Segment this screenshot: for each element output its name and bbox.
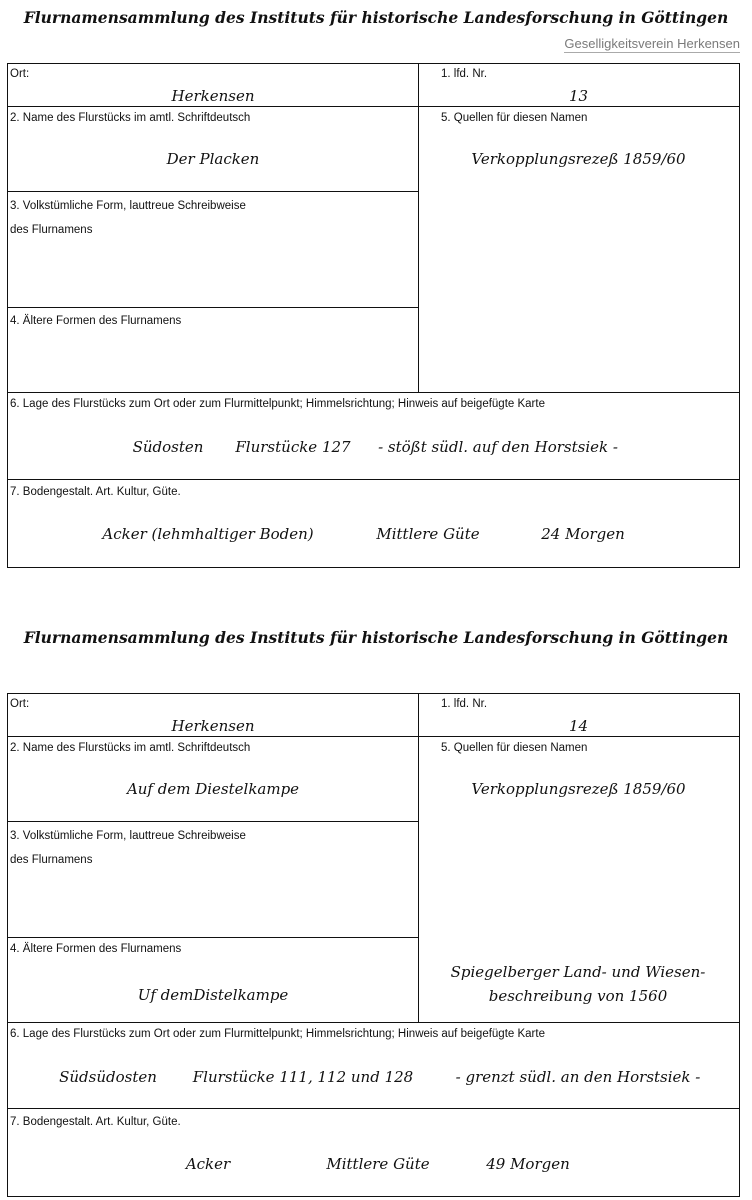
collection-title: Flurnamensammlung des Instituts für historische Landesforschung in Göttingen (23, 8, 729, 27)
club-name: Geselligkeitsverein Herkensen (564, 36, 740, 51)
lfd-nr-label: 1. lfd. Nr. (441, 68, 488, 80)
name-value: Auf dem Diestelkampe (126, 780, 300, 798)
row-divider (8, 106, 739, 107)
ort-label: Ort: (10, 68, 30, 80)
row-divider (8, 191, 418, 192)
form-card-14 (7, 693, 740, 1197)
boden-flaeche: 24 Morgen (541, 525, 625, 543)
lage-direction: Südsüdosten (59, 1068, 157, 1086)
ort-value: Herkensen (171, 717, 255, 735)
boden-label: 7. Bodengestalt. Art. Kultur, Güte. (10, 1116, 181, 1128)
lage-label: 6. Lage des Flurstücks zum Ort oder zum Flurmittelpunkt; Himmelsrichtung; Hinweis auf beigefügte Karte (10, 1028, 545, 1040)
column-divider (418, 64, 419, 392)
boden-guete: Mittlere Güte (326, 1155, 430, 1173)
boden-label: 7. Bodengestalt. Art. Kultur, Güte. (10, 486, 181, 498)
boden-guete: Mittlere Güte (376, 525, 480, 543)
quellen-label: 5. Quellen für diesen Namen (441, 112, 588, 124)
lage-note: - stößt südl. auf den Horstsiek - (378, 438, 618, 456)
volk-label-2: des Flurnamens (10, 854, 93, 866)
row-divider (8, 307, 418, 308)
lage-label: 6. Lage des Flurstücks zum Ort oder zum Flurmittelpunkt; Himmelsrichtung; Hinweis auf beigefügte Karte (10, 398, 545, 410)
name-label: 2. Name des Flurstücks im amtl. Schriftdeutsch (10, 742, 251, 754)
boden-art: Acker (185, 1155, 231, 1173)
aeltere-label: 4. Ältere Formen des Flurnamens (10, 943, 182, 955)
row-divider (8, 736, 739, 737)
aeltere-value: Uf demDistelkampe (137, 986, 289, 1004)
lfd-nr-value: 13 (568, 87, 589, 105)
boden-flaeche: 49 Morgen (486, 1155, 570, 1173)
row-divider (8, 1108, 739, 1109)
row-divider (8, 1022, 739, 1023)
volk-label: 3. Volkstümliche Form, lauttreue Schreibweise (10, 200, 246, 212)
ort-value: Herkensen (171, 87, 255, 105)
volk-label: 3. Volkstümliche Form, lauttreue Schreibweise (10, 830, 246, 842)
column-divider (418, 694, 419, 1022)
quelle-value-2: Spiegelberger Land- und Wiesen- beschreibung von 1560 (450, 963, 706, 1005)
name-value: Der Placken (166, 150, 260, 168)
collection-title-2: Flurnamensammlung des Instituts für historische Landesforschung in Göttingen (23, 628, 729, 647)
boden-art: Acker (lehmhaltiger Boden) (102, 525, 314, 543)
aeltere-label: 4. Ältere Formen des Flurnamens (10, 315, 182, 327)
quelle-value: Verkopplungsrezeß 1859/60 (471, 780, 686, 798)
lage-flurstuecke: Flurstücke 111, 112 und 128 (192, 1068, 414, 1086)
name-label: 2. Name des Flurstücks im amtl. Schriftdeutsch (10, 112, 251, 124)
lfd-nr-label: 1. lfd. Nr. (441, 698, 488, 710)
lfd-nr-value: 14 (568, 717, 589, 735)
row-divider (8, 937, 418, 938)
volk-label-2: des Flurnamens (10, 224, 93, 236)
row-divider (8, 479, 739, 480)
lage-flurstuecke: Flurstücke 127 (235, 438, 351, 456)
row-divider (8, 821, 418, 822)
lage-direction: Südosten (132, 438, 204, 456)
row-divider (8, 392, 739, 393)
quelle-value: Verkopplungsrezeß 1859/60 (471, 150, 686, 168)
form-card-13 (7, 63, 740, 568)
quellen-label: 5. Quellen für diesen Namen (441, 742, 588, 754)
lage-note: - grenzt südl. an den Horstsiek - (455, 1068, 701, 1086)
ort-label: Ort: (10, 698, 30, 710)
